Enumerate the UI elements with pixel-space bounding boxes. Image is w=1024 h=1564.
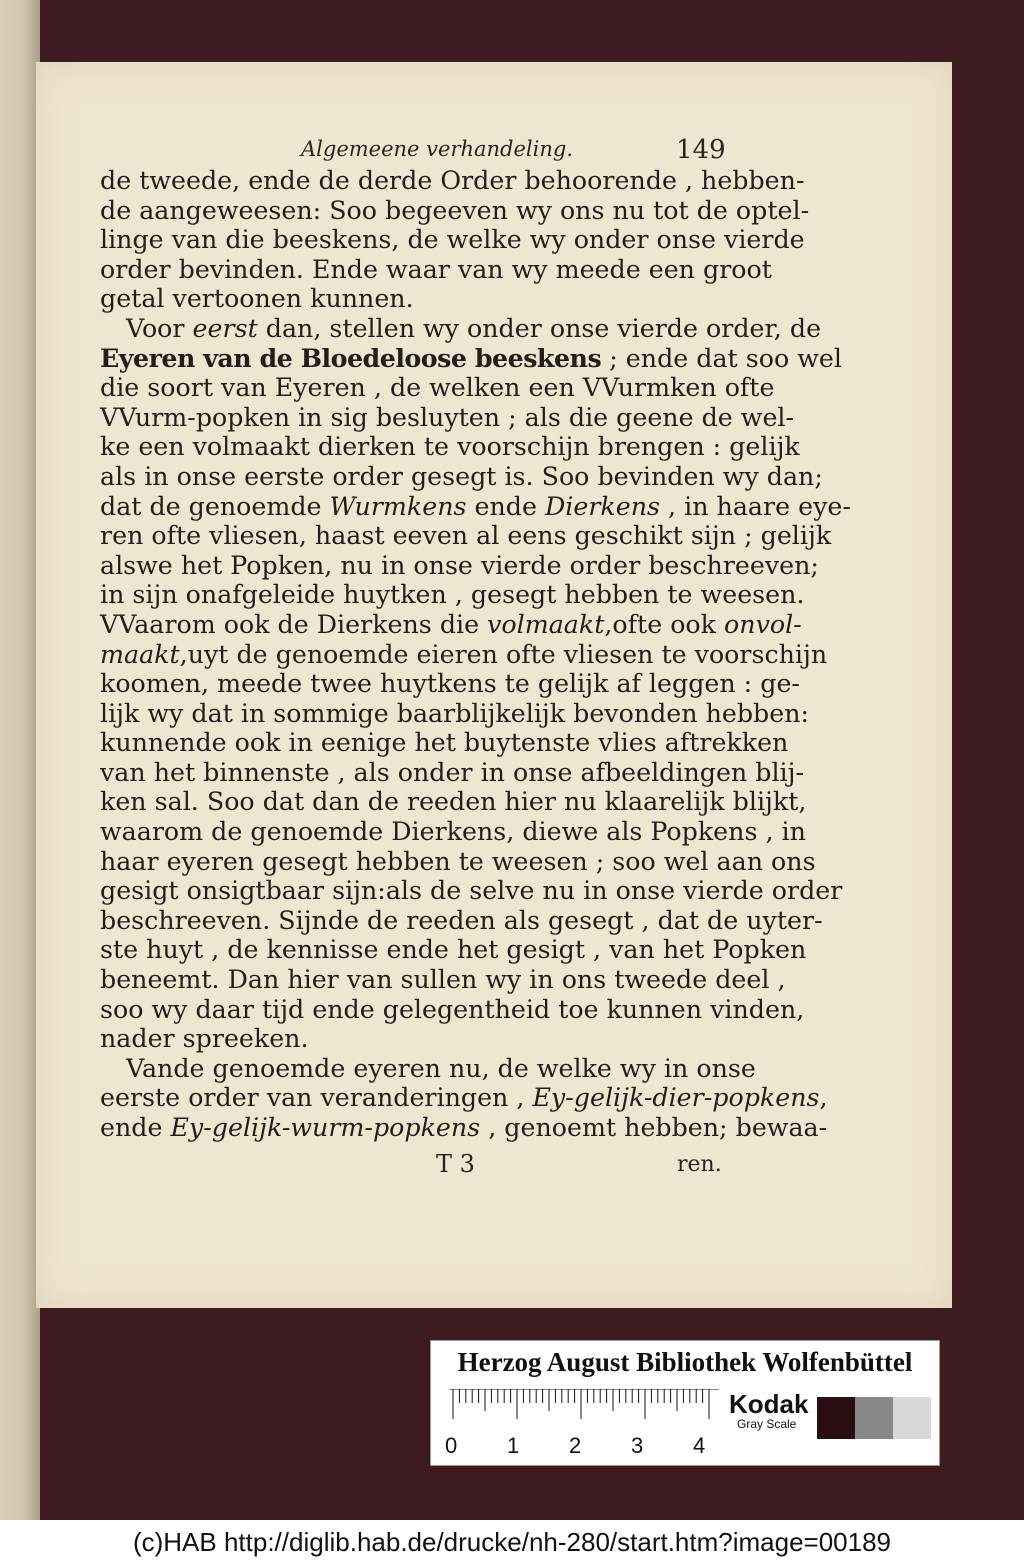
- ruler-number: 3: [631, 1433, 644, 1458]
- text-line: [100, 402, 795, 433]
- text-segment: getal vertoonen kunnen.: [100, 284, 414, 314]
- text-line: [100, 757, 805, 788]
- body-text: [100, 166, 851, 1143]
- italic-text: onvol-: [724, 609, 802, 639]
- text-line: [100, 609, 802, 640]
- text-segment: ,: [819, 1083, 828, 1113]
- kodak-subtitle: Gray Scale: [737, 1417, 797, 1431]
- text-segment: soo wy daar tijd ende gelegentheid toe kunnen vinden,: [100, 994, 805, 1024]
- text-line: [100, 580, 805, 610]
- copyright-url: (c)HAB http://diglib.hab.de/drucke/nh-280/start.htm?image=00189: [132, 1527, 892, 1557]
- gray-swatch-dark: [817, 1397, 855, 1439]
- text-line: [100, 284, 720, 314]
- text-segment: als in onse eerste order gesegt is. Soo bevinden wy dan;: [100, 461, 823, 491]
- ruler-number: 1: [507, 1433, 520, 1458]
- ruler-number: 4: [693, 1433, 706, 1458]
- text-line: [100, 1083, 828, 1113]
- page-number: 149: [676, 135, 726, 165]
- text-line: [100, 254, 772, 285]
- ruler-scale: [449, 1389, 719, 1425]
- text-segment: ke een volmaakt dierken te voorschijn brengen : gelijk: [100, 432, 800, 462]
- text-line: [100, 965, 786, 995]
- text-segment: die soort van Eyeren , de welken een VVurmken ofte: [100, 373, 775, 403]
- text-segment: Vande genoemde eyeren nu, de welke wy in onse: [126, 1053, 756, 1083]
- text-segment: eerste order van veranderingen ,: [100, 1083, 533, 1113]
- text-line: [100, 1024, 720, 1054]
- text-segment: lijk wy dat in sommige baarblijkelijk bevonden hebben:: [100, 698, 810, 728]
- text-segment: nader spreeken.: [100, 1024, 309, 1054]
- text-line: [100, 698, 810, 729]
- text-line: [100, 432, 800, 462]
- text-segment: ende: [466, 491, 545, 521]
- running-head: Algemeene verhandeling.: [301, 137, 573, 161]
- text-segment: koomen, meede twee huytkens te gelijk af leggen : ge-: [100, 669, 800, 699]
- text-segment: , genoemt hebben; bewaa-: [480, 1113, 828, 1142]
- text-line: [100, 728, 789, 758]
- ruler-number: 2: [569, 1433, 582, 1458]
- italic-text: maakt: [100, 639, 180, 669]
- text-line: [100, 787, 807, 817]
- text-line: [100, 639, 828, 670]
- text-segment: linge van die beeskens, de welke wy onder onse vierde: [100, 225, 805, 255]
- text-segment: haar eyeren gesegt hebben te weesen ; soo wel aan ons: [100, 846, 816, 876]
- text-segment: van het binnenste , als onder in onse afbeeldingen blij-: [100, 757, 805, 787]
- italic-text: Ey-gelijk-dier-popkens: [532, 1083, 820, 1113]
- text-segment: beschreeven. Sijnde de reeden als gesegt , dat de uyter-: [100, 905, 823, 935]
- text-segment: de aangeweesen: Soo begeeven wy ons nu tot de optel-: [100, 195, 810, 225]
- italic-text: Ey-gelijk-wurm-popkens: [170, 1113, 481, 1142]
- text-line: [100, 1113, 828, 1143]
- text-segment: dat de genoemde: [100, 491, 330, 521]
- text-line: [100, 905, 823, 936]
- text-line: [100, 994, 805, 1025]
- text-line: [100, 521, 832, 551]
- text-line: [100, 166, 805, 196]
- text-segment: ende: [100, 1113, 171, 1142]
- text-segment: dan, stellen wy onder onse vierde order, de: [257, 313, 822, 343]
- text-line: [100, 491, 851, 522]
- text-segment: VVurm-popken in sig besluyten ; als die geene de wel-: [100, 402, 795, 432]
- text-segment: ; ende dat soo wel: [601, 343, 842, 373]
- italic-text: Wurmkens: [329, 491, 467, 521]
- text-line: [100, 373, 775, 403]
- text-line: [100, 550, 819, 581]
- text-segment: kunnende ook in eenige het buytenste vlies aftrekken: [100, 728, 789, 758]
- gray-swatch-mid: [855, 1397, 893, 1439]
- text-line: [100, 461, 823, 492]
- text-line: [100, 935, 807, 965]
- library-name: Herzog August Bibliothek Wolfenbüttel: [457, 1347, 913, 1377]
- book-page: [36, 62, 952, 1308]
- italic-text: Dierkens: [544, 491, 660, 521]
- text-segment: ste huyt , de kennisse ende het gesigt , van het Popken: [100, 935, 807, 965]
- catchword: ren.: [677, 1152, 722, 1177]
- text-line: [100, 817, 806, 847]
- previous-page-edge: [0, 0, 40, 1520]
- text-line: [100, 1053, 756, 1084]
- text-line: [100, 313, 822, 344]
- italic-text: eerst: [192, 313, 258, 343]
- text-line: [100, 846, 816, 877]
- text-segment: in sijn onafgeleide huytken , gesegt hebben te weesen.: [100, 580, 805, 610]
- text-segment: alswe het Popken, nu in onse vierde order beschreeven;: [100, 550, 819, 580]
- text-segment: beneemt. Dan hier van sullen wy in ons tweede deel ,: [100, 965, 786, 995]
- text-line: [100, 225, 805, 255]
- blackletter-text: Eyeren van de Bloedeloose beeskens: [100, 342, 602, 373]
- text-line: [100, 195, 810, 226]
- text-segment: ,ofte ook: [604, 609, 725, 639]
- text-segment: de tweede, ende de derde Order behoorende , hebben-: [100, 166, 805, 195]
- text-segment: order bevinden. Ende waar van wy meede een groot: [100, 254, 772, 284]
- text-segment: ken sal. Soo dat dan de reeden hier nu klaarelijk blijkt,: [100, 787, 807, 817]
- text-line: [100, 342, 842, 374]
- text-segment: Voor: [126, 313, 193, 343]
- text-line: [100, 669, 800, 699]
- reference-card: [430, 1340, 940, 1466]
- text-segment: waarom de genoemde Dierkens, diewe als Popkens , in: [100, 817, 806, 847]
- text-line: [100, 876, 843, 906]
- text-segment: VVaarom ook de Dierkens die: [100, 609, 488, 639]
- kodak-logo: Kodak: [729, 1389, 809, 1419]
- gray-swatch-light: [893, 1397, 931, 1439]
- footer-bar: [0, 1520, 1024, 1564]
- text-segment: gesigt onsigtbaar sijn:als de selve nu in onse vierde order: [100, 876, 843, 906]
- text-segment: ren ofte vliesen, haast eeven al eens geschikt sijn ; gelijk: [100, 521, 832, 551]
- signature-mark: T 3: [436, 1150, 475, 1178]
- ruler-number: 0: [445, 1433, 458, 1458]
- text-segment: ,uyt de genoemde eieren ofte vliesen te voorschijn: [179, 639, 828, 669]
- text-segment: , in haare eye-: [660, 491, 851, 521]
- italic-text: volmaakt: [487, 609, 605, 639]
